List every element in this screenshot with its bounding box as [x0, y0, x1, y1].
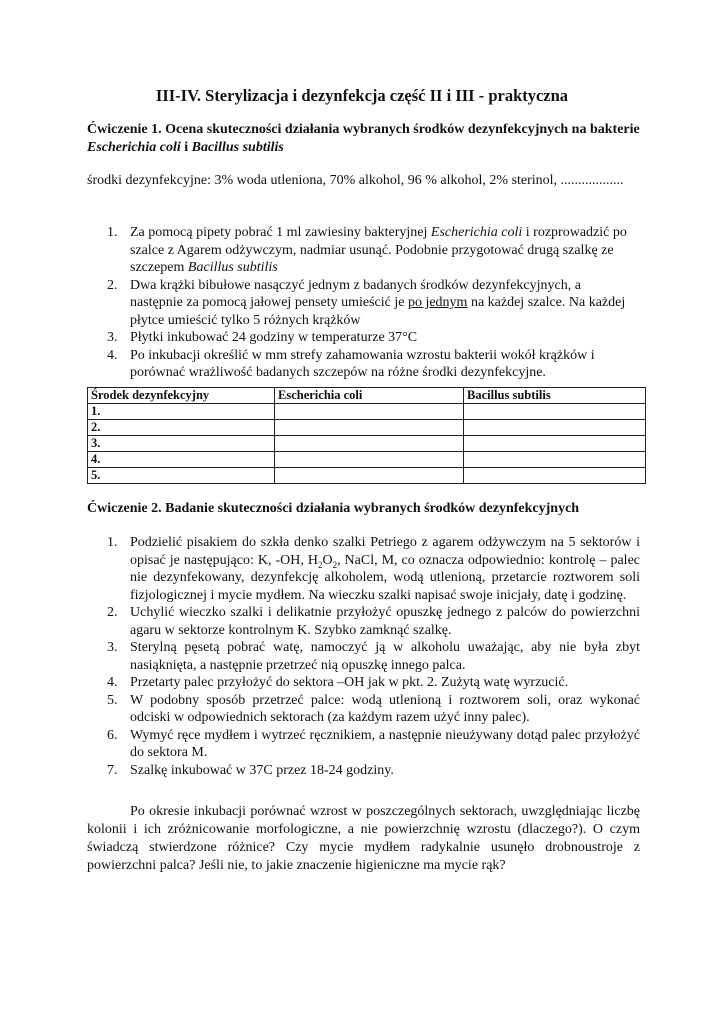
table-cell [275, 468, 464, 484]
list-item: 7. Szalkę inkubować w 37C przez 18-24 godziny. [107, 762, 394, 778]
list-item: 4. Po inkubacji określić w mm strefy zahamowania wzrostu bakterii wokół krążków i porównać wrażliwość badanych szczepów na różne środki dezynfekcyjne. [107, 347, 595, 380]
exercise-2-heading: Ćwiczenie 2. Badanie skuteczności działania wybranych środków dezynfekcyjnych [87, 501, 580, 516]
table-header-row [88, 388, 646, 404]
list-item: 5. W podobny sposób przetrzeć palce: wodą utlenioną i roztworem soli, oraz wykonać odciski w odpowiednich sektorach (za każdym razem użyć inny palec). [107, 692, 640, 725]
table-cell: 2. [88, 420, 275, 436]
exercise-1-heading: Ćwiczenie 1. Ocena skuteczności działania wybranych środków dezynfekcyjnych na bakterie Escherichia coli i Bacillus subtilis [87, 122, 640, 155]
table-cell [464, 468, 646, 484]
table-header-cell: Środek dezynfekcyjny [88, 388, 275, 404]
table-header-cell: Escherichia coli [275, 388, 464, 404]
table-row [88, 468, 646, 484]
table-cell: 3. [88, 436, 275, 452]
disinfectants-line: środki dezynfekcyjne: 3% woda utleniona, 70% alkohol, 96 % alkohol, 2% sterinol, .................. [87, 173, 624, 188]
list-item: 1. Podzielić pisakiem do szkła denko szalki Petriego z agarem odżywczym na 5 sektorów i opisać je następująco: K, -OH, $H_2O_2$, NaCl, M, co oznacza odpowiednio: kontrolę – palec nie dezynfekowany, dezynfekcję alkoholem, wodą utlenioną, przetarcie roztworem soli fizjologicznej i mycie mydłem. Na wieczku szalki napisać swoje inicjały, datę i godzinę. [107, 535, 640, 603]
table-header-cell: Bacillus subtilis [464, 388, 646, 404]
table-row [88, 436, 646, 452]
table-row [88, 420, 646, 436]
table-row [88, 452, 646, 468]
list-item: 2. Dwa krążki bibułowe nasączyć jednym z badanych środków dezynfekcyjnych, a następnie za pomocą jałowej pensety umieścić je po jednym na każdej szalce. Na każdej płytce umieścić tylko 5 różnych krążków [107, 277, 626, 328]
table-cell: 1. [88, 404, 275, 420]
exercise-1-steps [87, 224, 632, 382]
list-item: 3. Płytki inkubować 24 godziny w temperaturze 37°C [107, 330, 418, 345]
table-cell [464, 420, 646, 436]
table-cell [464, 404, 646, 420]
list-item: 4. Przetarty palec przyłożyć do sektora –OH jak w pkt. 2. Zużytą watę wyrzucić. [107, 675, 569, 690]
results-table [87, 387, 646, 484]
list-item: 3. Sterylną pęsetą pobrać watę, namoczyć ją w alkoholu uważając, aby nie była zbyt nasiąknięta, a następnie przetrzeć nią opuszkę innego palca. [107, 640, 640, 673]
table-cell [275, 404, 464, 420]
page-title: III-IV. Sterylizacja i dezynfekcja część II i III - praktyczna [155, 86, 569, 105]
closing-paragraph: Po okresie inkubacji porównać wzrost w poszczególnych sektorach, uwzględniając liczbę kolonii i ich zróżnicowanie morfologiczne, a nie powierzchnię wzrostu (dlaczego?). O czym świadczą stwierdzone różnice? Czy mycie mydłem radykalnie usunęło drobnoustroje z powierzchni palca? Jeśli nie, to jakie znaczenie higieniczne ma mycie rąk? [87, 804, 640, 873]
table-cell [464, 436, 646, 452]
table-row [88, 404, 646, 420]
table-cell: 5. [88, 468, 275, 484]
table-cell [275, 452, 464, 468]
table-cell [275, 420, 464, 436]
exercise-2-steps [87, 534, 640, 779]
table-cell [275, 436, 464, 452]
table-cell: 4. [88, 452, 275, 468]
table-cell [464, 452, 646, 468]
list-item: 2. Uchylić wieczko szalki i delikatnie przyłożyć opuszkę jednego z palców do powierzchni agaru w sektorze kontrolnym K. Szybko zamknąć szalkę. [107, 605, 640, 638]
list-item: 1. Za pomocą pipety pobrać 1 ml zawiesiny bakteryjnej Escherichia coli i rozprowadzić po szalce z Agarem odżywczym, nadmiar usunąć. Podobnie przygotować drugą szalkę ze szczepem Bacillus subtilis [107, 225, 627, 275]
list-item: 6. Wymyć ręce mydłem i wytrzeć ręcznikiem, a następnie nieużywany dotąd palec przyłożyć do sektora M. [107, 727, 640, 760]
